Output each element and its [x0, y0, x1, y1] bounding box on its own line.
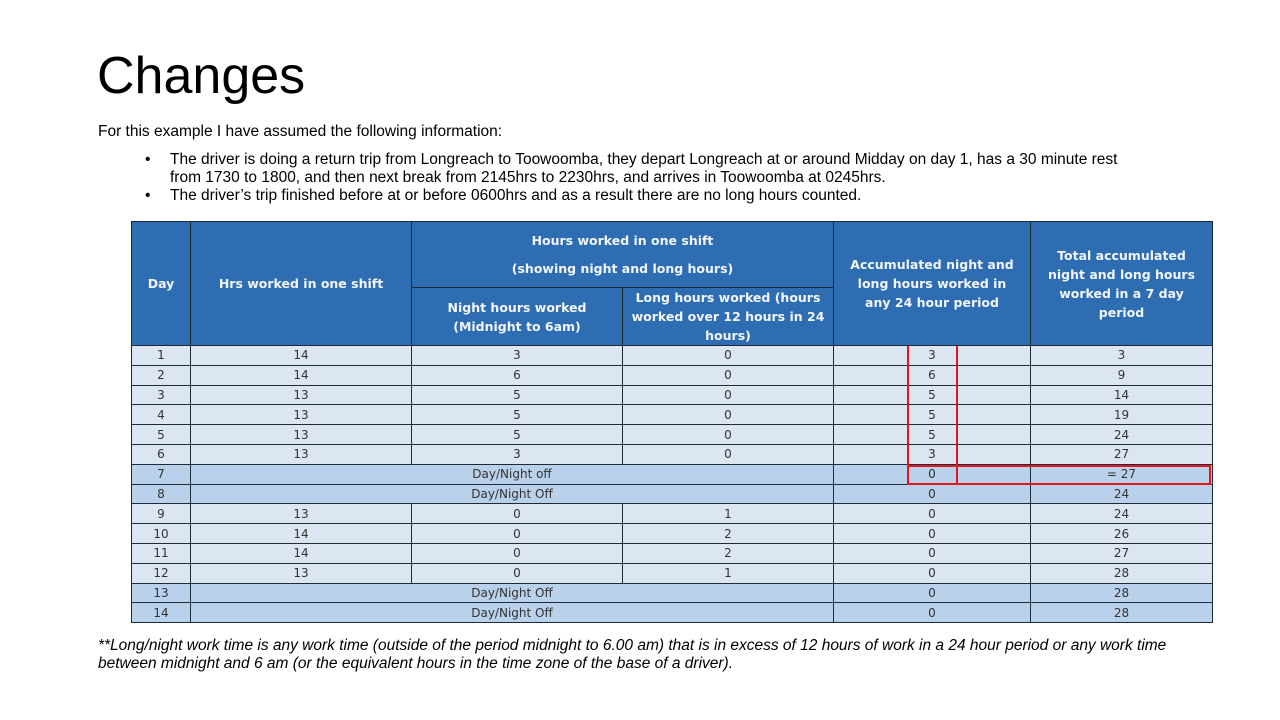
cell-hrs-worked: 14 — [191, 543, 412, 563]
table-row — [132, 385, 1213, 405]
cell-night-hours: 0 — [412, 524, 623, 544]
header-long-hours: Long hours worked (hours worked over 12 hours in 24 hours) — [623, 288, 834, 346]
table-row — [132, 583, 1213, 603]
header-day: Day — [132, 222, 191, 346]
cell-total-7day: 14 — [1031, 385, 1213, 405]
cell-total-7day: 19 — [1031, 405, 1213, 425]
cell-day: 14 — [132, 603, 191, 623]
header-hrs-worked: Hrs worked in one shift — [191, 222, 412, 346]
table-row — [132, 504, 1213, 524]
bullet-text: The driver is doing a return trip from Longreach to Toowoomba, they depart Longreach at or around Midday on day 1, has a 30 minute rest from 1730 to 1800, and then next break from 2145hrs to 2230hrs, and arrives in Toowoomba at 0245hrs. — [170, 151, 1118, 186]
cell-day-off: Day/Night Off — [191, 484, 834, 504]
cell-total-7day: = 27 — [1031, 464, 1213, 484]
table-row — [132, 425, 1213, 445]
bullet-item — [145, 187, 1145, 205]
cell-hrs-worked: 13 — [191, 563, 412, 583]
bullet-item — [145, 151, 1145, 187]
footnote: **Long/night work time is any work time (outside of the period midnight to 6.00 am) that is in excess of 12 hours of work in a 24 hour period or any work time between midnight and 6 am (or the equivalent hours in the time zone of the base of a driver). — [98, 637, 1167, 672]
header-accumulated-24: Accumulated night and long hours worked in any 24 hour period — [834, 222, 1031, 346]
cell-long-hours: 0 — [623, 444, 834, 464]
cell-accumulated-24: 0 — [834, 504, 1031, 524]
cell-total-7day: 28 — [1031, 563, 1213, 583]
cell-total-7day: 3 — [1031, 346, 1213, 366]
header-night-hours: Night hours worked (Midnight to 6am) — [412, 288, 623, 346]
cell-day: 2 — [132, 365, 191, 385]
table-row — [132, 405, 1213, 425]
cell-hrs-worked: 13 — [191, 425, 412, 445]
header-group-line2: (showing night and long hours) — [511, 260, 734, 276]
intro-text: For this example I have assumed the following information: — [98, 123, 503, 140]
cell-hrs-worked: 14 — [191, 346, 412, 366]
cell-day: 6 — [132, 444, 191, 464]
cell-accumulated-24: 0 — [834, 603, 1031, 623]
cell-accumulated-24: 0 — [834, 464, 1031, 484]
cell-total-7day: 26 — [1031, 524, 1213, 544]
bullet-icon: • — [145, 187, 151, 204]
cell-total-7day: 9 — [1031, 365, 1213, 385]
cell-accumulated-24: 5 — [834, 405, 1031, 425]
cell-day: 12 — [132, 563, 191, 583]
cell-long-hours: 2 — [623, 543, 834, 563]
cell-night-hours: 0 — [412, 504, 623, 524]
cell-long-hours: 0 — [623, 385, 834, 405]
cell-night-hours: 5 — [412, 405, 623, 425]
header-group — [412, 222, 834, 288]
cell-total-7day: 24 — [1031, 504, 1213, 524]
cell-accumulated-24: 0 — [834, 524, 1031, 544]
cell-accumulated-24: 3 — [834, 444, 1031, 464]
cell-long-hours: 0 — [623, 346, 834, 366]
cell-night-hours: 6 — [412, 365, 623, 385]
cell-hrs-worked: 13 — [191, 385, 412, 405]
cell-total-7day: 24 — [1031, 425, 1213, 445]
cell-long-hours: 1 — [623, 504, 834, 524]
cell-day: 5 — [132, 425, 191, 445]
highlight-accumulated-column — [907, 346, 958, 484]
cell-total-7day: 28 — [1031, 583, 1213, 603]
table-row — [132, 346, 1213, 366]
header-group-line1: Hours worked in one shift — [531, 232, 714, 248]
slide-title: Changes — [97, 47, 306, 105]
cell-night-hours: 0 — [412, 563, 623, 583]
table-row — [132, 365, 1213, 385]
cell-total-7day: 27 — [1031, 444, 1213, 464]
cell-day-off: Day/Night Off — [191, 583, 834, 603]
cell-day: 11 — [132, 543, 191, 563]
cell-night-hours: 0 — [412, 543, 623, 563]
cell-accumulated-24: 0 — [834, 543, 1031, 563]
cell-accumulated-24: 0 — [834, 563, 1031, 583]
cell-day-off: Day/Night Off — [191, 603, 834, 623]
header-total-7day: Total accumulated night and long hours worked in a 7 day period — [1031, 222, 1213, 346]
cell-total-7day: 27 — [1031, 543, 1213, 563]
cell-day: 9 — [132, 504, 191, 524]
cell-hrs-worked: 13 — [191, 504, 412, 524]
highlight-day7-row — [907, 465, 1211, 485]
cell-hrs-worked: 13 — [191, 444, 412, 464]
cell-accumulated-24: 5 — [834, 425, 1031, 445]
cell-long-hours: 2 — [623, 524, 834, 544]
table-row — [132, 524, 1213, 544]
cell-day: 4 — [132, 405, 191, 425]
table-row — [132, 484, 1213, 504]
cell-accumulated-24: 6 — [834, 365, 1031, 385]
cell-day: 3 — [132, 385, 191, 405]
cell-accumulated-24: 0 — [834, 484, 1031, 504]
cell-hrs-worked: 14 — [191, 524, 412, 544]
cell-night-hours: 5 — [412, 385, 623, 405]
cell-total-7day: 24 — [1031, 484, 1213, 504]
cell-day-off: Day/Night off — [191, 464, 834, 484]
cell-day: 10 — [132, 524, 191, 544]
cell-night-hours: 3 — [412, 346, 623, 366]
cell-long-hours: 0 — [623, 365, 834, 385]
cell-long-hours: 0 — [623, 425, 834, 445]
cell-accumulated-24: 3 — [834, 346, 1031, 366]
cell-day: 7 — [132, 464, 191, 484]
bullet-icon: • — [145, 151, 151, 168]
cell-day: 1 — [132, 346, 191, 366]
table-row — [132, 444, 1213, 464]
cell-hrs-worked: 14 — [191, 365, 412, 385]
cell-day: 13 — [132, 583, 191, 603]
cell-hrs-worked: 13 — [191, 405, 412, 425]
cell-accumulated-24: 5 — [834, 385, 1031, 405]
cell-total-7day: 28 — [1031, 603, 1213, 623]
bullet-text: The driver’s trip finished before at or before 0600hrs and as a result there are no long hours counted. — [170, 187, 862, 204]
cell-day: 8 — [132, 484, 191, 504]
cell-accumulated-24: 0 — [834, 583, 1031, 603]
cell-night-hours: 5 — [412, 425, 623, 445]
table-row — [132, 563, 1213, 583]
cell-long-hours: 1 — [623, 563, 834, 583]
assumptions-list — [145, 151, 1145, 205]
table-row — [132, 543, 1213, 563]
cell-night-hours: 3 — [412, 444, 623, 464]
table-row — [132, 603, 1213, 623]
hours-table — [131, 221, 1213, 623]
cell-long-hours: 0 — [623, 405, 834, 425]
